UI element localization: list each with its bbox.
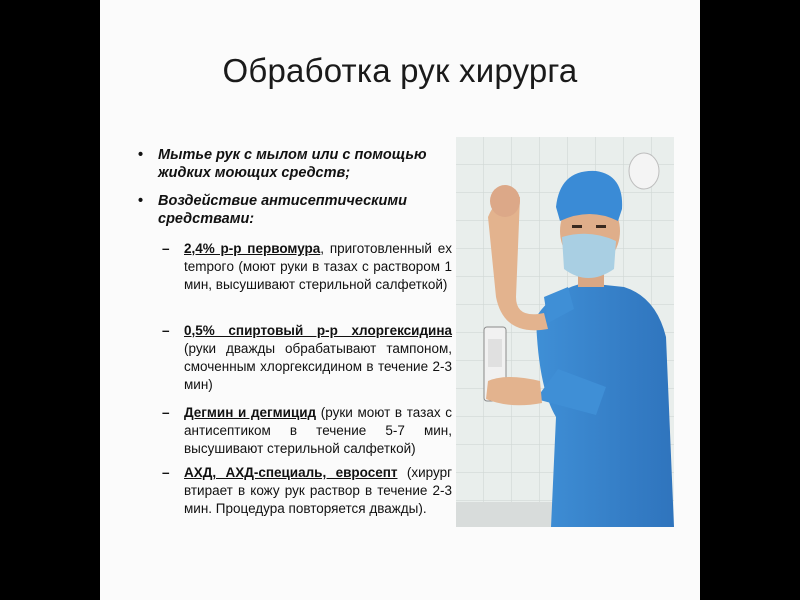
dash-marker: – bbox=[162, 323, 170, 338]
sub-item-highlight: Дегмин и дегмицид bbox=[184, 405, 317, 420]
surgical-mask bbox=[562, 234, 616, 278]
sub-item-text: (руки дважды обрабатывают тампоном, смоченным хлоргексидином в течение 2-3 мин) bbox=[184, 341, 452, 392]
slide bbox=[100, 0, 700, 600]
sub-item-highlight: 0,5% спиртовый р-р хлоргексидина bbox=[184, 323, 452, 338]
sub-item bbox=[162, 322, 452, 394]
dash-marker: – bbox=[162, 465, 170, 480]
surgeon-photo bbox=[456, 137, 674, 527]
slide-title: Обработка рук хирурга bbox=[222, 52, 578, 89]
bullet-item bbox=[138, 146, 438, 182]
lower-arm bbox=[486, 377, 542, 405]
dash-marker: – bbox=[162, 405, 170, 420]
sink bbox=[456, 502, 566, 527]
sub-item-text: (руки моют в тазах с антисептиком в течение 5-7 мин, высушивают стерильной салфеткой) bbox=[184, 405, 452, 456]
bullet-text: Мытье рук с мылом или с помощью жидких моющих средств; bbox=[158, 147, 427, 181]
scrubs bbox=[536, 283, 674, 527]
sub-item bbox=[162, 464, 452, 518]
sub-item bbox=[162, 404, 452, 458]
sub-item-highlight: АХД, АХД-специаль, евросепт bbox=[184, 465, 398, 480]
bullet-text: Воздействие антисептическими средствами: bbox=[158, 193, 407, 227]
bullet-marker: • bbox=[138, 193, 144, 209]
sub-item-highlight: 2,4% р-р первомура bbox=[184, 241, 321, 256]
sub-item-text: , приготовленный ex tempoгo (моют руки в тазах с раствором 1 мин, высушивают стерильной салфеткой) bbox=[184, 241, 452, 292]
wall-lamp bbox=[629, 153, 659, 189]
sub-item bbox=[162, 240, 452, 294]
dash-marker: – bbox=[162, 241, 170, 256]
bullet-item bbox=[138, 192, 438, 228]
bullet-marker: • bbox=[138, 147, 144, 163]
sub-item-text: (хирург втирает в кожу рук раствор в течение 2-3 мин. Процедура повторяется дважды). bbox=[184, 465, 452, 516]
